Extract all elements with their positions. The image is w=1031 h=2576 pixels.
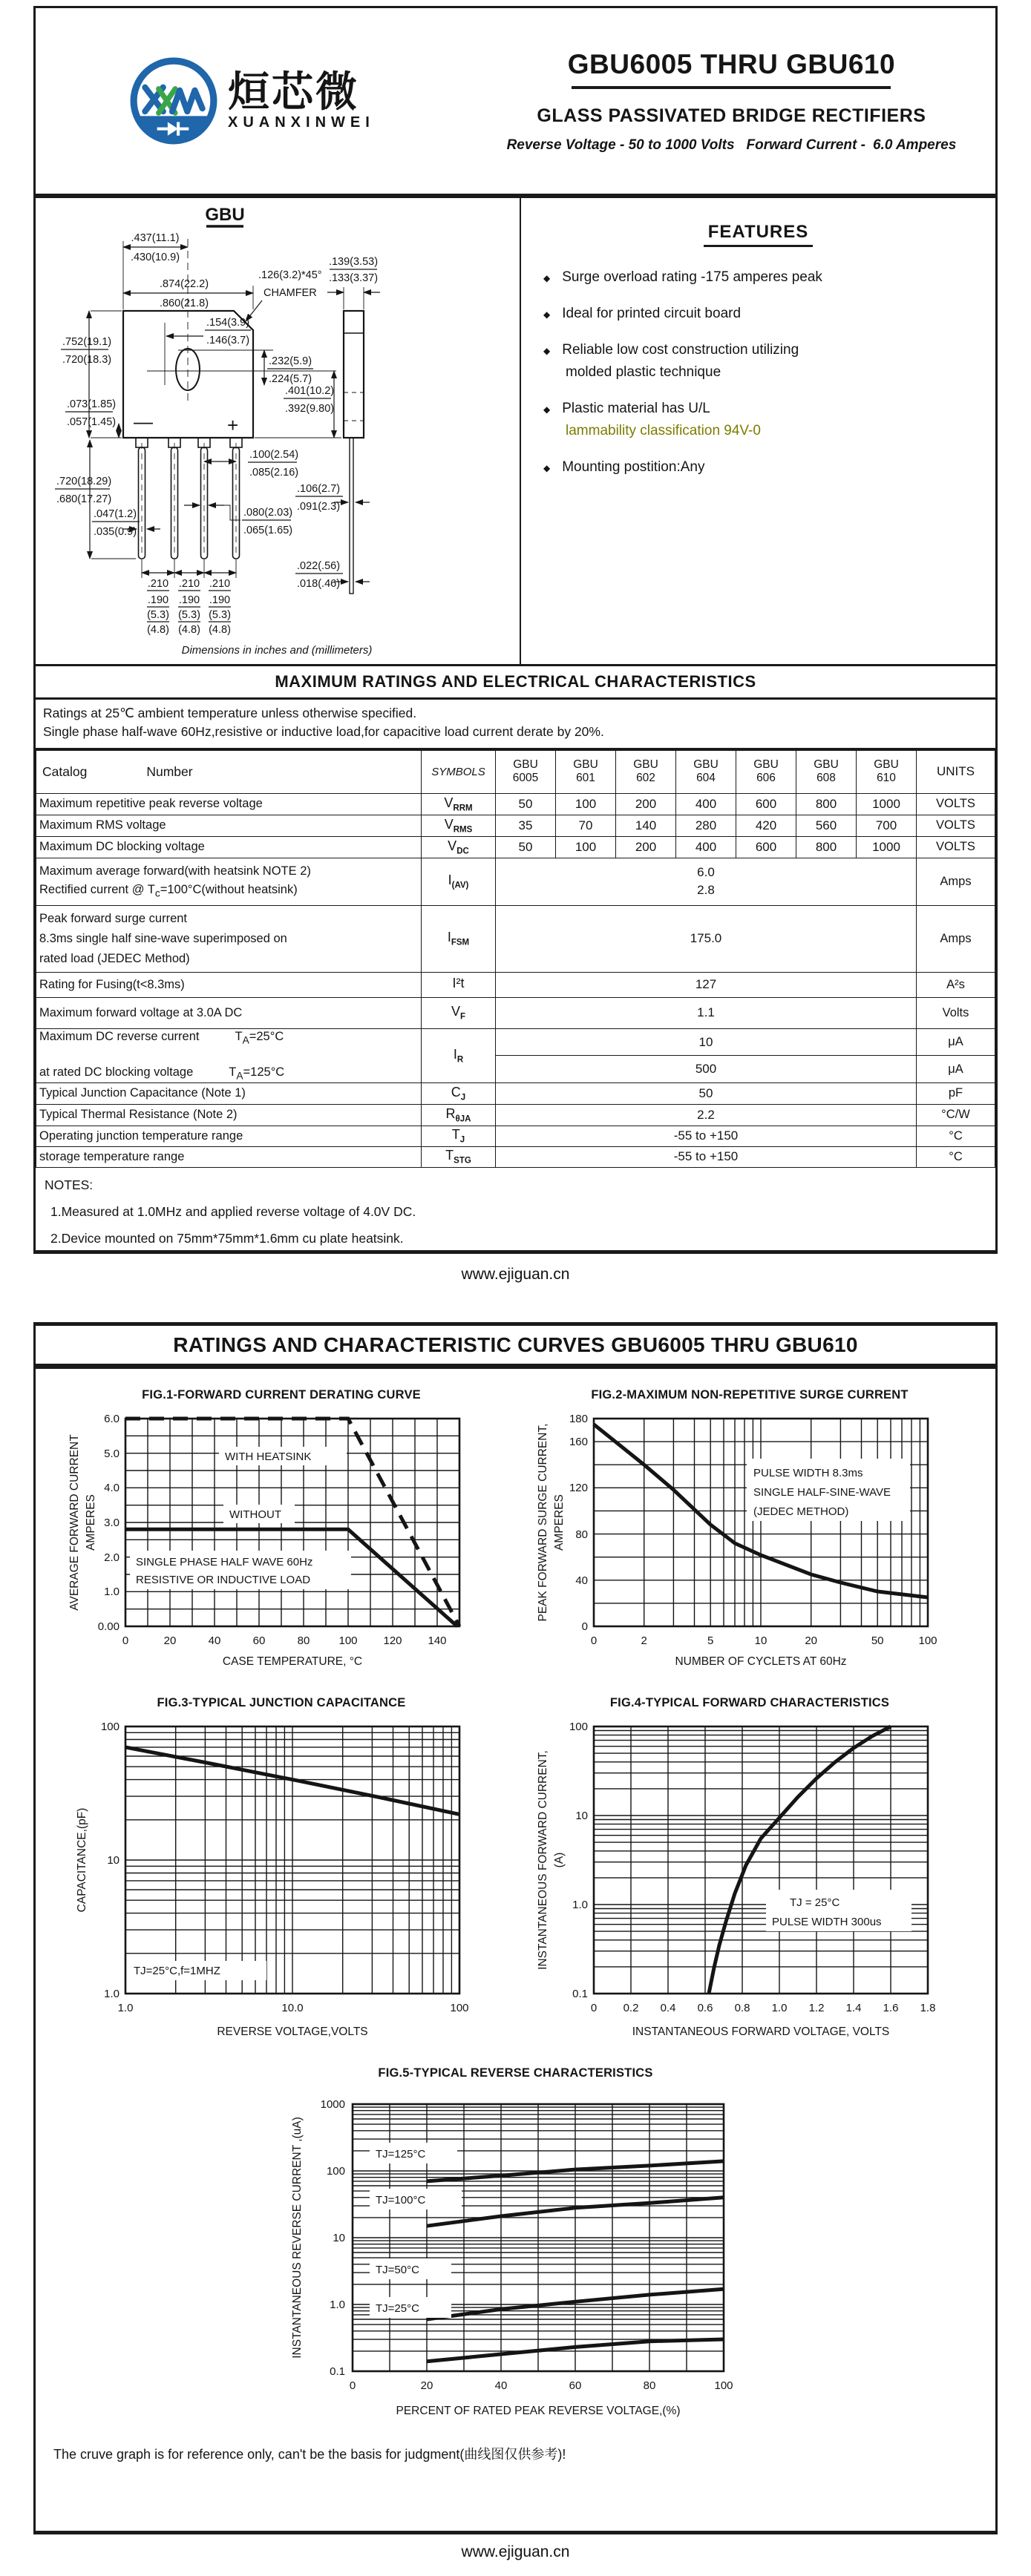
x-tick: 5 bbox=[707, 1634, 714, 1647]
dim-080-bot: .065(1.65) bbox=[243, 525, 293, 536]
dim-232-top: .232(5.9) bbox=[269, 355, 312, 367]
y-tick: 0 bbox=[581, 1620, 588, 1633]
pitch-48-2: (4.8) bbox=[178, 624, 200, 636]
feature-text-line2: molded plastic technique bbox=[566, 364, 721, 380]
doc-subtitle: GLASS PASSIVATED BRIDGE RECTIFIERS bbox=[537, 105, 926, 126]
symbol-cell: $V_{DC}$ bbox=[422, 836, 496, 858]
pitch-53-1: (5.3) bbox=[147, 609, 169, 621]
symbol-cell: $I_{FSM}$ bbox=[422, 905, 496, 972]
y-tick: 1.0 bbox=[572, 1899, 588, 1911]
param-cell: Operating junction temperature range bbox=[36, 1126, 422, 1146]
fig2-xlabel: NUMBER OF CYCLETS AT 60Hz bbox=[675, 1655, 847, 1668]
param-cell: Maximum forward voltage at 3.0A DC bbox=[36, 997, 422, 1028]
title-rule bbox=[36, 1364, 995, 1369]
value-cell: 560 bbox=[796, 815, 857, 836]
fig2-annotation: PULSE WIDTH 8.3ms bbox=[753, 1467, 863, 1479]
symbol-cell: $I_R$ bbox=[422, 1028, 496, 1082]
value-cell: 800 bbox=[796, 836, 857, 858]
value-cell: 175.0 bbox=[496, 905, 917, 972]
x-tick: 60 bbox=[252, 1634, 266, 1647]
ratings-condition-2: Single phase half-wave 60Hz,resistive or inductive load,for capacitive load current derate by 20%. bbox=[43, 724, 604, 740]
x-tick: 100 bbox=[450, 2002, 469, 2014]
doc-title: GBU6005 THRU GBU610 bbox=[567, 48, 896, 79]
title-rule bbox=[572, 86, 891, 89]
value-cell: 10 bbox=[496, 1028, 917, 1056]
value-cell: 100 bbox=[556, 836, 616, 858]
pitch-48-1: (4.8) bbox=[147, 624, 169, 636]
pitch-210-3: .210 bbox=[209, 578, 231, 590]
header bbox=[36, 8, 995, 198]
disclaimer-text: The cruve graph is for reference only, can't be the basis for judgment(曲线图仅供参考)! bbox=[53, 2447, 566, 2462]
curves-title: RATINGS AND CHARACTERISTIC CURVES GBU6005 THRU GBU610 bbox=[173, 1333, 858, 1356]
y-tick: 1000 bbox=[320, 2098, 345, 2111]
symbol-cell: $T_{STG}$ bbox=[422, 1146, 496, 1167]
param-cell: Maximum RMS voltage bbox=[36, 815, 422, 836]
units-cell: °C bbox=[917, 1126, 995, 1146]
fig1-annotation: SINGLE PHASE HALF WAVE 60Hz bbox=[136, 1556, 313, 1568]
y-tick: 120 bbox=[569, 1482, 588, 1494]
diamond-bullet-icon: ◆ bbox=[543, 463, 551, 473]
series-label: WITH HEATSINK bbox=[225, 1450, 312, 1463]
x-tick: 1.4 bbox=[845, 2002, 862, 2014]
diamond-bullet-icon: ◆ bbox=[543, 404, 551, 415]
x-tick: 0.6 bbox=[697, 2002, 713, 2014]
dim-720-bot: .680(17.27) bbox=[56, 493, 112, 505]
fig4-chart bbox=[527, 1712, 972, 2047]
fig3-ylabel: CAPACITANCE,(pF) bbox=[76, 1807, 88, 1913]
param-cell: Maximum DC reverse current $T_A=25^\circ C$ at rated DC blocking voltage $T_A=125^\circ C$ bbox=[36, 1028, 422, 1082]
y-tick: 10 bbox=[575, 1810, 588, 1822]
fig1-xlabel: CASE TEMPERATURE, °C bbox=[222, 1655, 363, 1668]
gridlines bbox=[125, 1726, 459, 1994]
x-tick: 40 bbox=[208, 1634, 221, 1647]
fig2-annotation: (JEDEC METHOD) bbox=[753, 1505, 849, 1518]
catalog-label: Catalog bbox=[42, 763, 88, 779]
col-header-gbu604: GBU 604 bbox=[676, 750, 736, 793]
notes-section bbox=[36, 1168, 995, 1256]
fig4-ylabel: INSTANTANEOUS FORWARD CURRENT, bbox=[537, 1750, 549, 1970]
x-tick: 50 bbox=[871, 1634, 884, 1647]
note-2: 2.Device mounted on 75mm*75mm*1.6mm cu plate heatsink. bbox=[50, 1231, 404, 1246]
dim-022-bot: .018(.46) bbox=[297, 578, 341, 590]
fig2-ylabel: PEAK FORWARD SURGE CURRENT, bbox=[537, 1423, 549, 1622]
col-header-gbu6005: GBU 6005 bbox=[496, 750, 556, 793]
fig1-annotation: RESISTIVE OR INDUCTIVE LOAD bbox=[136, 1574, 311, 1586]
symbol-cell: I²t bbox=[422, 972, 496, 997]
value-cell: 100 bbox=[556, 793, 616, 815]
param-cell: storage temperature range bbox=[36, 1146, 422, 1167]
x-tick: 0 bbox=[590, 2002, 598, 2014]
fig5-title: FIG.5-TYPICAL REVERSE CHARACTERISTICS bbox=[378, 2066, 653, 2080]
value-cell: 6.0 2.8 bbox=[496, 858, 917, 905]
col-header-gbu606: GBU 606 bbox=[736, 750, 796, 793]
y-tick: 0.1 bbox=[572, 1988, 588, 2000]
dim-401-top: .401(10.2) bbox=[285, 385, 335, 397]
x-tick: 0.8 bbox=[734, 2002, 750, 2014]
feature-item bbox=[543, 306, 973, 322]
fig4-annotation: PULSE WIDTH 300us bbox=[772, 1916, 882, 1928]
x-tick: 0.2 bbox=[623, 2002, 639, 2014]
dim-154-bot: .146(3.7) bbox=[206, 335, 250, 346]
dim-752-bot: .720(18.3) bbox=[62, 354, 112, 366]
dim-139-bot: .133(3.37) bbox=[328, 272, 379, 284]
ratings-title: MAXIMUM RATINGS AND ELECTRICAL CHARACTERISTICS bbox=[36, 666, 995, 700]
fig3-xlabel: REVERSE VOLTAGE,VOLTS bbox=[217, 2025, 368, 2038]
fig1-chart bbox=[59, 1404, 504, 1677]
y-tick: 1.0 bbox=[104, 1586, 120, 1598]
fig2-chart bbox=[527, 1404, 972, 1677]
feature-text: Plastic material has U/L bbox=[562, 401, 710, 416]
x-tick: 1.0 bbox=[117, 2002, 134, 2014]
y-tick: 0.1 bbox=[329, 2365, 345, 2378]
pitch-190-3: .190 bbox=[209, 594, 231, 606]
package-drawing bbox=[36, 198, 521, 664]
table-row-vrrm bbox=[36, 793, 995, 815]
y-tick: 4.0 bbox=[104, 1482, 120, 1494]
diamond-bullet-icon: ◆ bbox=[543, 346, 551, 356]
value-cell: 600 bbox=[736, 793, 796, 815]
forward-characteristic-curve bbox=[709, 1726, 891, 1994]
fig2-block bbox=[527, 1388, 972, 1677]
x-tick: 100 bbox=[338, 1634, 358, 1647]
feature-text: Surge overload rating -175 amperes peak bbox=[562, 269, 822, 285]
table-row-iav bbox=[36, 858, 995, 905]
y-tick: 160 bbox=[569, 1436, 588, 1448]
fig2-annotation: SINGLE HALF-SINE-WAVE bbox=[753, 1486, 891, 1499]
fig3-title: FIG.3-TYPICAL JUNCTION CAPACITANCE bbox=[157, 1696, 406, 1709]
pitch-190-1: .190 bbox=[147, 594, 169, 606]
x-tick: 10.0 bbox=[281, 2002, 304, 2014]
fig1-ylabel: AVERAGE FORWARD CURRENT bbox=[68, 1434, 81, 1611]
col-header-gbu602: GBU 602 bbox=[616, 750, 676, 793]
series-label: TJ=50°C bbox=[375, 2264, 419, 2276]
x-tick: 40 bbox=[494, 2379, 507, 2392]
y-tick: 100 bbox=[569, 1721, 588, 1733]
table-row-i2t bbox=[36, 972, 995, 997]
value-cell: 50 bbox=[496, 1082, 917, 1104]
package-outline-drawing bbox=[36, 198, 518, 661]
col-header-gbu601: GBU 601 bbox=[556, 750, 616, 793]
units-cell: Amps bbox=[917, 858, 995, 905]
x-tick: 1.6 bbox=[883, 2002, 899, 2014]
symbol-cell: $R_{\theta JA}$ bbox=[422, 1104, 496, 1126]
gridlines bbox=[594, 1726, 928, 1994]
chamfer-label: CHAMFER bbox=[264, 287, 317, 299]
diamond-bullet-icon: ◆ bbox=[543, 309, 551, 320]
fig4-ylabel: (A) bbox=[553, 1852, 566, 1868]
drawing-caption: Dimensions in inches and (millimeters) bbox=[181, 644, 373, 657]
param-cell: Typical Junction Capacitance (Note 1) bbox=[36, 1082, 422, 1104]
pitch-210-1: .210 bbox=[147, 578, 169, 590]
dim-139-top: .139(3.53) bbox=[328, 256, 379, 268]
col-header-gbu610: GBU 610 bbox=[857, 750, 917, 793]
value-cell: 700 bbox=[857, 815, 917, 836]
dim-047-bot: .035(0.9) bbox=[94, 526, 137, 538]
dim-022-top: .022(.56) bbox=[297, 560, 341, 572]
value-cell: 1000 bbox=[857, 793, 917, 815]
dim-047-top: .047(1.2) bbox=[94, 508, 137, 520]
x-tick: 1.8 bbox=[920, 2002, 936, 2014]
feature-text: Mounting postition:Any bbox=[562, 459, 705, 475]
pitch-210-2: .210 bbox=[178, 578, 200, 590]
y-tick: 5.0 bbox=[104, 1448, 120, 1460]
table-row-tj bbox=[36, 1126, 995, 1146]
units-cell: pF bbox=[917, 1082, 995, 1104]
y-tick: 100 bbox=[100, 1721, 120, 1733]
col-header-catalog bbox=[36, 750, 422, 793]
table-row-vrms bbox=[36, 815, 995, 836]
symbol-cell: $I_{(AV)}$ bbox=[422, 858, 496, 905]
table-row-vf bbox=[36, 997, 995, 1028]
param-cell: Typical Thermal Resistance (Note 2) bbox=[36, 1104, 422, 1126]
series-label: TJ=25°C bbox=[375, 2302, 419, 2315]
fig3-block bbox=[59, 1696, 504, 2047]
value-cell: 70 bbox=[556, 815, 616, 836]
datasheet-page-1 bbox=[33, 6, 998, 1254]
units-cell: VOLTS bbox=[917, 793, 995, 815]
x-tick: 140 bbox=[428, 1634, 447, 1647]
units-cell: μA bbox=[917, 1028, 995, 1056]
value-cell: 200 bbox=[616, 793, 676, 815]
reverse-voltage-note: Reverse Voltage - 50 to 1000 Volts bbox=[506, 137, 735, 153]
feature-item bbox=[543, 459, 973, 476]
dim-100-bot: .085(2.16) bbox=[249, 467, 299, 479]
pitch-48-3: (4.8) bbox=[209, 624, 231, 636]
x-tick: 1.0 bbox=[771, 2002, 788, 2014]
units-cell: Volts bbox=[917, 997, 995, 1028]
value-cell: 127 bbox=[496, 972, 917, 997]
brand-name-en: XUANXINWEI bbox=[228, 114, 375, 131]
fig5-chart bbox=[271, 2082, 761, 2425]
ratings-condition-1: Ratings at 25℃ ambient temperature unless otherwise specified. bbox=[43, 706, 417, 720]
fig2-ylabel: AMPERES bbox=[553, 1494, 566, 1551]
brand-logo-icon bbox=[128, 56, 219, 146]
x-tick: 20 bbox=[420, 2379, 433, 2392]
series-label: TJ=100°C bbox=[375, 2194, 425, 2207]
col-header-gbu608: GBU 608 bbox=[796, 750, 857, 793]
x-tick: 60 bbox=[569, 2379, 581, 2392]
param-cell: Maximum DC blocking voltage bbox=[36, 836, 422, 858]
feature-text-colored: lammability classification 94V-0 bbox=[566, 423, 761, 438]
param-cell: Peak forward surge current 8.3ms single half sine-wave superimposed on rated load (JEDEC Method) bbox=[36, 905, 422, 972]
fig1-block bbox=[59, 1388, 504, 1677]
fig1-title: FIG.1-FORWARD CURRENT DERATING CURVE bbox=[142, 1388, 421, 1402]
value-cell: 280 bbox=[676, 815, 736, 836]
chamfer-dim: .126(3.2)*45° bbox=[258, 269, 322, 281]
dim-154-top: .154(3.9) bbox=[206, 317, 250, 329]
value-cell: 200 bbox=[616, 836, 676, 858]
dim-401-bot: .392(9.80) bbox=[285, 403, 335, 415]
series-label: TJ=125°C bbox=[375, 2148, 425, 2161]
x-tick: 1.2 bbox=[808, 2002, 825, 2014]
title-block bbox=[468, 8, 995, 194]
x-tick: 100 bbox=[713, 2379, 733, 2392]
value-cell: -55 to +150 bbox=[496, 1126, 917, 1146]
feature-item bbox=[543, 269, 973, 286]
y-tick: 2.0 bbox=[104, 1551, 120, 1564]
x-tick: 0 bbox=[590, 1634, 598, 1647]
value-cell: 500 bbox=[496, 1056, 917, 1083]
table-row-cj bbox=[36, 1082, 995, 1104]
dim-080-top: .080(2.03) bbox=[243, 507, 293, 519]
y-tick: 180 bbox=[569, 1413, 588, 1425]
value-cell: 1.1 bbox=[496, 997, 917, 1028]
value-cell: 420 bbox=[736, 815, 796, 836]
dim-100-top: .100(2.54) bbox=[249, 449, 299, 461]
fig4-xlabel: INSTANTANEOUS FORWARD VOLTAGE, VOLTS bbox=[632, 2025, 890, 2038]
x-tick: 2 bbox=[641, 1634, 647, 1647]
y-tick: 3.0 bbox=[104, 1517, 120, 1529]
feature-item bbox=[543, 401, 973, 417]
fig5-block bbox=[271, 2066, 761, 2425]
package-side-view bbox=[344, 311, 364, 438]
symbol-cell: $V_F$ bbox=[422, 997, 496, 1028]
dim-720-top: .720(18.29) bbox=[56, 476, 112, 487]
param-cell: Rating for Fusing(t<8.3ms) bbox=[36, 972, 422, 997]
fig2-title: FIG.2-MAXIMUM NON-REPETITIVE SURGE CURRENT bbox=[591, 1388, 909, 1402]
value-cell: 35 bbox=[496, 815, 556, 836]
units-cell: A²s bbox=[917, 972, 995, 997]
notes-title: NOTES: bbox=[45, 1177, 94, 1192]
table-row-tstg bbox=[36, 1146, 995, 1167]
param-cell: Maximum repetitive peak reverse voltage bbox=[36, 793, 422, 815]
ratings-conditions bbox=[36, 700, 995, 750]
datasheet-page-2 bbox=[33, 1322, 998, 2534]
y-tick: 6.0 bbox=[104, 1413, 120, 1425]
dim-437-top: .437(11.1) bbox=[131, 232, 180, 244]
table-row-vdc bbox=[36, 836, 995, 858]
dim-232-bot: .224(5.7) bbox=[269, 373, 312, 385]
units-cell: Amps bbox=[917, 905, 995, 972]
col-header-symbols: SYMBOLS bbox=[422, 750, 496, 793]
x-tick: 0 bbox=[349, 2379, 356, 2392]
units-cell: VOLTS bbox=[917, 836, 995, 858]
value-cell: 140 bbox=[616, 815, 676, 836]
y-tick: 40 bbox=[575, 1574, 588, 1587]
fig3-annotation: TJ=25°C,f=1MHZ bbox=[134, 1965, 220, 1977]
symbol-cell: $V_{RMS}$ bbox=[422, 815, 496, 836]
y-tick: 1.0 bbox=[329, 2299, 345, 2311]
table-row-rthja bbox=[36, 1104, 995, 1126]
brand-name-cn: 烜芯微 bbox=[228, 68, 360, 115]
plus-terminal-mark: + bbox=[227, 414, 239, 436]
value-cell: 50 bbox=[496, 836, 556, 858]
x-tick: 100 bbox=[918, 1634, 937, 1647]
fig5-ylabel: INSTANTANEOUS REVERSE CURRENT ,(uA) bbox=[290, 2117, 304, 2359]
symbol-cell: $C_J$ bbox=[422, 1082, 496, 1104]
feature-item bbox=[543, 342, 973, 358]
value-cell: -55 to +150 bbox=[496, 1146, 917, 1167]
pitch-53-3: (5.3) bbox=[209, 609, 231, 621]
dim-106-bot: .091(2.3) bbox=[297, 501, 341, 513]
fig4-block bbox=[527, 1696, 972, 2047]
feature-text: Reliable low cost construction utilizing bbox=[562, 342, 799, 358]
value-cell: 400 bbox=[676, 793, 736, 815]
fig1-ylabel: AMPERES bbox=[85, 1494, 97, 1551]
dim-752-top: .752(19.1) bbox=[62, 336, 112, 348]
pitch-190-2: .190 bbox=[178, 594, 200, 606]
y-tick: 10 bbox=[107, 1854, 120, 1867]
features-section bbox=[521, 198, 995, 664]
site-url-page2: www.ejiguan.cn bbox=[461, 2543, 570, 2560]
x-tick: 20 bbox=[163, 1634, 177, 1647]
x-tick: 0.4 bbox=[660, 2002, 676, 2014]
dim-437-bot: .430(10.9) bbox=[130, 252, 180, 263]
x-tick: 120 bbox=[383, 1634, 402, 1647]
units-cell: VOLTS bbox=[917, 815, 995, 836]
fig5-xlabel: PERCENT OF RATED PEAK REVERSE VOLTAGE,(%) bbox=[396, 2405, 680, 2417]
units-cell: °C/W bbox=[917, 1104, 995, 1126]
param-cell: Maximum average forward(with heatsink NOTE 2) Rectified current @ $T_c=100^\circ C(without$ heatsink) bbox=[36, 858, 422, 905]
symbol-cell: $V_{RRM}$ bbox=[422, 793, 496, 815]
y-tick: 80 bbox=[575, 1528, 588, 1541]
ratings-table bbox=[36, 750, 995, 1168]
value-cell: 1000 bbox=[857, 836, 917, 858]
dim-874-bot: .860(21.8) bbox=[159, 298, 209, 309]
y-tick: 1.0 bbox=[104, 1988, 120, 2000]
feature-text: Ideal for printed circuit board bbox=[562, 306, 742, 321]
dim-874-top: .874(22.2) bbox=[159, 278, 209, 290]
number-label: Number bbox=[146, 763, 193, 779]
fig4-title: FIG.4-TYPICAL FORWARD CHARACTERISTICS bbox=[609, 1696, 890, 1709]
y-tick: 100 bbox=[326, 2165, 345, 2178]
site-url-page1: www.ejiguan.cn bbox=[461, 1266, 570, 1283]
y-tick: 0.00 bbox=[97, 1620, 120, 1633]
table-row-ir-25c bbox=[36, 1028, 995, 1056]
units-cell: °C bbox=[917, 1146, 995, 1167]
symbol-cell: $T_J$ bbox=[422, 1126, 496, 1146]
dim-073-top: .073(1.85) bbox=[67, 398, 117, 410]
package-name: GBU bbox=[205, 205, 245, 225]
pitch-53-2: (5.3) bbox=[178, 609, 200, 621]
brand-block bbox=[36, 8, 468, 194]
x-tick: 10 bbox=[754, 1634, 767, 1647]
x-tick: 0 bbox=[122, 1634, 129, 1647]
y-tick: 10 bbox=[332, 2232, 345, 2244]
fig4-annotation: TJ = 25°C bbox=[790, 1896, 840, 1909]
x-tick: 20 bbox=[805, 1634, 818, 1647]
value-cell: 400 bbox=[676, 836, 736, 858]
col-header-units: UNITS bbox=[917, 750, 995, 793]
value-cell: 600 bbox=[736, 836, 796, 858]
dim-106-top: .106(2.7) bbox=[297, 483, 341, 495]
forward-current-value: 6.0 Amperes bbox=[872, 137, 957, 153]
package-and-features bbox=[36, 198, 995, 666]
x-tick: 80 bbox=[643, 2379, 655, 2392]
diamond-bullet-icon: ◆ bbox=[543, 273, 551, 283]
value-cell: 50 bbox=[496, 793, 556, 815]
minus-terminal-mark: — bbox=[134, 410, 153, 433]
forward-current-label: Forward Current - bbox=[746, 137, 865, 153]
value-cell: 800 bbox=[796, 793, 857, 815]
note-1: 1.Measured at 1.0MHz and applied reverse voltage of 4.0V DC. bbox=[50, 1204, 416, 1219]
table-row-ifsm bbox=[36, 905, 995, 972]
series-label: WITHOUT bbox=[229, 1508, 281, 1521]
value-cell: 2.2 bbox=[496, 1104, 917, 1126]
x-tick: 80 bbox=[297, 1634, 310, 1647]
dim-073-bot: .057(1.45) bbox=[67, 416, 117, 428]
fig3-chart bbox=[59, 1712, 504, 2047]
units-cell: μA bbox=[917, 1056, 995, 1083]
features-title: FEATURES bbox=[704, 222, 814, 247]
gridlines bbox=[594, 1419, 928, 1626]
